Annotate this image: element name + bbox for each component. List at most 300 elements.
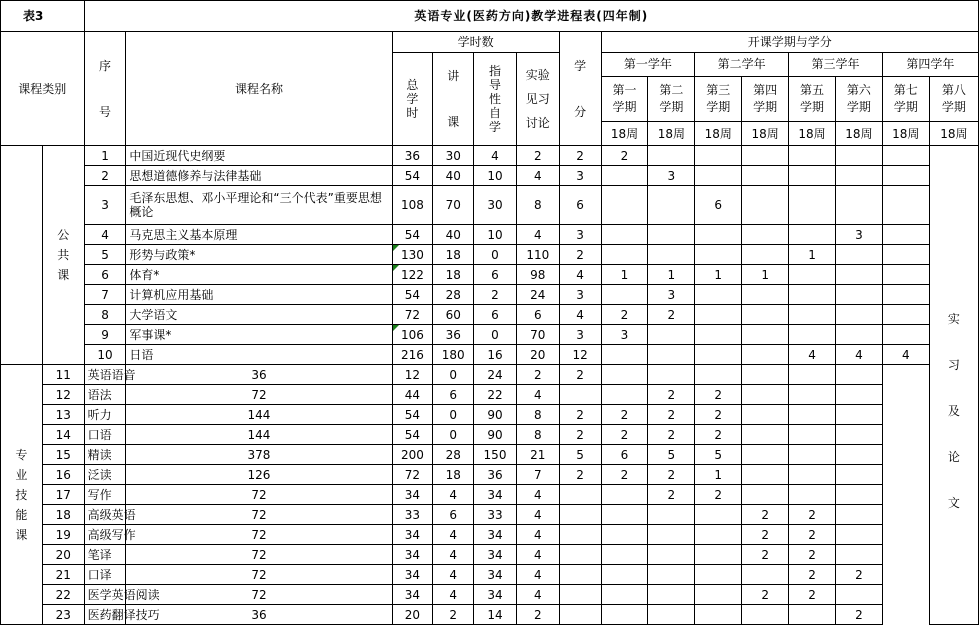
total-hours: 36 (126, 605, 392, 625)
row-number: 23 (42, 605, 84, 625)
weeks-term-7: 18周 (882, 122, 929, 146)
term-4-credit (742, 325, 789, 345)
table-row (1, 565, 979, 585)
row-number: 8 (84, 305, 126, 325)
term-4-credit: 2 (695, 425, 742, 445)
row-number: 12 (42, 385, 84, 405)
course-name: 中国近现代史纲要 (126, 146, 392, 166)
lecture-hours: 54 (392, 425, 433, 445)
term-7-credit (835, 465, 882, 485)
credit-value: 4 (516, 545, 559, 565)
term-1-header: 第一学期 (601, 76, 648, 121)
total-hours: 72 (126, 585, 392, 605)
term-3-header: 第三学期 (695, 76, 742, 121)
credit-value: 8 (516, 425, 559, 445)
year-1-header: 第一学年 (601, 53, 695, 77)
lecture-hours: 30 (433, 146, 474, 166)
credit-value: 4 (516, 565, 559, 585)
term-1-credit (601, 245, 648, 265)
table-row (1, 485, 979, 505)
credit-value: 3 (559, 225, 601, 245)
term-6-credit: 2 (789, 525, 836, 545)
total-hours: 72 (126, 565, 392, 585)
credit-value: 3 (559, 285, 601, 305)
term-5-credit (742, 485, 789, 505)
term-4-credit (695, 565, 742, 585)
term-5-credit (742, 385, 789, 405)
course-name: 口译 (84, 565, 126, 585)
term-5-credit: 1 (789, 245, 836, 265)
weeks-term-4: 18周 (742, 122, 789, 146)
table-row (1, 525, 979, 545)
table-row (1, 345, 979, 365)
term-2-credit (601, 545, 648, 565)
guided-hours: 0 (433, 405, 474, 425)
term-1-credit (559, 505, 601, 525)
term-7-credit (882, 225, 929, 245)
lecture-header: 讲课 (433, 53, 474, 146)
guided-hours: 4 (433, 565, 474, 585)
table-row (1, 505, 979, 525)
credit-value: 2 (559, 245, 601, 265)
lab-hours: 20 (516, 345, 559, 365)
course-name: 写作 (84, 485, 126, 505)
total-hours: 378 (126, 445, 392, 465)
term-3-credit (648, 585, 695, 605)
course-name: 体育* (126, 265, 392, 285)
row-number: 17 (42, 485, 84, 505)
term-4-credit (742, 245, 789, 265)
term-2-credit: 6 (601, 445, 648, 465)
term-2-credit: 2 (601, 425, 648, 445)
table-row (1, 245, 979, 265)
term-2-credit: 2 (601, 465, 648, 485)
term-5-credit (742, 405, 789, 425)
lab-hours: 34 (474, 585, 517, 605)
table-row (1, 146, 979, 166)
term-4-credit: 2 (695, 405, 742, 425)
weeks-term-5: 18周 (789, 122, 836, 146)
term-1-credit: 2 (559, 365, 601, 385)
course-name: 医药翻译技巧 (84, 605, 126, 625)
lab-hours: 6 (516, 305, 559, 325)
course-name: 泛读 (84, 465, 126, 485)
term-3-credit (648, 605, 695, 625)
term-2-credit (601, 485, 648, 505)
lab-hours: 2 (516, 146, 559, 166)
row-number: 11 (42, 365, 84, 385)
term-5-credit (742, 565, 789, 585)
term-2-credit (648, 245, 695, 265)
term-3-credit: 2 (648, 465, 695, 485)
term-2-credit: 3 (648, 285, 695, 305)
credit-value: 7 (516, 465, 559, 485)
term-3-credit: 2 (648, 385, 695, 405)
term-1-credit (559, 565, 601, 585)
total-hours: 72 (126, 545, 392, 565)
lab-hours: 150 (474, 445, 517, 465)
term-2-header: 第二学期 (648, 76, 695, 121)
table-row (1, 166, 979, 186)
total-hours: 72 (392, 305, 433, 325)
row-number: 13 (42, 405, 84, 425)
guided-hours: 2 (474, 285, 517, 305)
total-hours: 72 (126, 485, 392, 505)
lecture-hours: 180 (433, 345, 474, 365)
row-number: 18 (42, 505, 84, 525)
table-row (1, 285, 979, 305)
term-1-credit (601, 166, 648, 186)
term-5-header: 第五学期 (789, 76, 836, 121)
course-name: 高级英语 (84, 505, 126, 525)
term-2-credit (601, 365, 648, 385)
credit-value: 4 (516, 585, 559, 605)
term-6-credit (835, 166, 882, 186)
table-number: 表3 (1, 1, 85, 32)
lecture-hours: 12 (392, 365, 433, 385)
credit-value: 4 (516, 485, 559, 505)
guided-hours: 10 (474, 225, 517, 245)
row-number: 20 (42, 545, 84, 565)
table-row (1, 545, 979, 565)
course-name: 口语 (84, 425, 126, 445)
term-2-credit (648, 325, 695, 345)
term-1-credit: 2 (601, 146, 648, 166)
lab-hours: 34 (474, 525, 517, 545)
term-3-credit (648, 525, 695, 545)
course-name: 高级写作 (84, 525, 126, 545)
term-3-credit (695, 225, 742, 245)
term-7-credit (835, 405, 882, 425)
credit-value: 3 (559, 166, 601, 186)
term-3-credit: 2 (648, 485, 695, 505)
term-1-credit: 2 (559, 405, 601, 425)
term-5-credit: 2 (742, 505, 789, 525)
lecture-hours: 36 (433, 325, 474, 345)
lecture-hours: 70 (433, 186, 474, 225)
guided-hours: 4 (433, 545, 474, 565)
weeks-term-6: 18周 (835, 122, 882, 146)
lab-hours: 33 (474, 505, 517, 525)
term-3-credit (695, 146, 742, 166)
weeks-term-8: 18周 (929, 122, 978, 146)
term-7-credit (835, 485, 882, 505)
lab-hours: 4 (516, 225, 559, 245)
category-header: 课程类别 (1, 32, 85, 146)
row-number: 6 (84, 265, 126, 285)
term-5-credit (742, 425, 789, 445)
term-2-credit: 1 (648, 265, 695, 285)
term-4-credit (695, 365, 742, 385)
guided-hours: 10 (474, 166, 517, 186)
term-6-header: 第六学期 (835, 76, 882, 121)
credit-value: 6 (559, 186, 601, 225)
term-3-credit (695, 305, 742, 325)
lab-hours: 4 (516, 166, 559, 186)
term-6-credit (789, 385, 836, 405)
term-5-credit (789, 186, 836, 225)
term-6-credit: 3 (835, 225, 882, 245)
credit-value: 4 (559, 305, 601, 325)
total-hours: 72 (126, 505, 392, 525)
term-3-credit (695, 245, 742, 265)
term-7-credit (835, 425, 882, 445)
term-4-credit (742, 186, 789, 225)
term-4-credit: 5 (695, 445, 742, 465)
term-2-credit (601, 585, 648, 605)
total-hours: 122 (392, 265, 433, 285)
term-1-credit: 2 (559, 425, 601, 445)
term-2-credit (648, 225, 695, 245)
term-5-credit (789, 325, 836, 345)
term-3-credit (695, 285, 742, 305)
term-6-credit: 2 (789, 585, 836, 605)
term-3-credit (648, 505, 695, 525)
schedule-group-header: 开课学期与学分 (601, 32, 978, 53)
lab-hours: 34 (474, 565, 517, 585)
guided-hours: 6 (474, 305, 517, 325)
lab-hours: 34 (474, 485, 517, 505)
term-2-credit: 3 (648, 166, 695, 186)
seq-header: 序号 (84, 32, 126, 146)
term-4-credit: 2 (695, 385, 742, 405)
lecture-hours: 72 (392, 465, 433, 485)
term-6-credit (789, 405, 836, 425)
term-1-credit: 5 (559, 445, 601, 465)
term-2-credit: 2 (648, 305, 695, 325)
term-7-credit (835, 545, 882, 565)
credit-value: 12 (559, 345, 601, 365)
term-1-credit (559, 525, 601, 545)
lecture-hours: 20 (392, 605, 433, 625)
term-5-credit (789, 225, 836, 245)
total-hours: 54 (392, 285, 433, 305)
term-3-credit (695, 166, 742, 186)
lab-hours: 14 (474, 605, 517, 625)
lecture-hours: 200 (392, 445, 433, 465)
category-public-label: 公共课 (57, 228, 70, 282)
term-7-credit (882, 305, 929, 325)
term-7-credit (882, 285, 929, 305)
category-indent (1, 146, 43, 365)
table-row (1, 365, 979, 385)
course-name: 思想道德修养与法律基础 (126, 166, 392, 186)
term-5-credit: 2 (742, 585, 789, 605)
term-2-credit (601, 525, 648, 545)
table-row (1, 465, 979, 485)
term-7-credit: 2 (835, 565, 882, 585)
term-4-credit (742, 305, 789, 325)
term-6-credit (789, 425, 836, 445)
term-7-credit (882, 146, 929, 166)
term-5-credit (742, 445, 789, 465)
term-5-credit (789, 146, 836, 166)
term-1-credit (559, 385, 601, 405)
lab-hours: 70 (516, 325, 559, 345)
credit-value: 2 (516, 365, 559, 385)
lecture-hours: 28 (433, 285, 474, 305)
term-3-credit: 6 (695, 186, 742, 225)
term-1-credit (559, 605, 601, 625)
course-name: 形势与政策* (126, 245, 392, 265)
term-6-credit (835, 305, 882, 325)
table-row (1, 405, 979, 425)
term-7-credit (882, 166, 929, 186)
term-1-credit (601, 186, 648, 225)
total-hours-header: 总学时 (392, 53, 433, 146)
term-2-credit (648, 186, 695, 225)
term-1-credit (601, 285, 648, 305)
term-2-credit (601, 505, 648, 525)
table-row (1, 305, 979, 325)
lecture-hours: 34 (392, 545, 433, 565)
total-hours: 144 (126, 405, 392, 425)
term-6-credit (789, 445, 836, 465)
term-7-credit (835, 365, 882, 385)
lecture-hours: 18 (433, 265, 474, 285)
term-6-credit (835, 186, 882, 225)
practice-note-label: 实习及论文 (947, 312, 960, 510)
term-7-header: 第七学期 (882, 76, 929, 121)
term-2-credit: 2 (601, 405, 648, 425)
guided-hours: 6 (433, 505, 474, 525)
credit-value: 2 (559, 146, 601, 166)
term-4-credit (742, 285, 789, 305)
total-hours: 108 (392, 186, 433, 225)
term-7-credit (882, 245, 929, 265)
term-1-credit: 2 (601, 305, 648, 325)
term-4-credit (695, 505, 742, 525)
term-4-credit (742, 345, 789, 365)
lab-hours: 24 (516, 285, 559, 305)
guided-hours: 6 (474, 265, 517, 285)
lab-hours: 90 (474, 405, 517, 425)
term-4-credit: 1 (742, 265, 789, 285)
total-hours: 106 (392, 325, 433, 345)
lab-hours: 22 (474, 385, 517, 405)
course-name: 听力 (84, 405, 126, 425)
credit-value: 4 (516, 525, 559, 545)
lecture-hours: 54 (392, 405, 433, 425)
course-name: 英语语音 (84, 365, 126, 385)
lab-hours: 98 (516, 265, 559, 285)
guided-hours: 16 (474, 345, 517, 365)
row-number: 19 (42, 525, 84, 545)
row-number: 4 (84, 225, 126, 245)
row-number: 15 (42, 445, 84, 465)
course-name: 计算机应用基础 (126, 285, 392, 305)
total-hours: 144 (126, 425, 392, 445)
course-name: 毛泽东思想、邓小平理论和“三个代表”重要思想概论 (126, 186, 392, 225)
term-7-credit (882, 186, 929, 225)
guided-hours: 0 (433, 425, 474, 445)
term-2-credit (648, 345, 695, 365)
table-row (1, 585, 979, 605)
term-5-credit (742, 605, 789, 625)
term-3-credit (648, 365, 695, 385)
lab-hours: 110 (516, 245, 559, 265)
row-number: 2 (84, 166, 126, 186)
lecture-hours: 18 (433, 245, 474, 265)
lab-hours: 24 (474, 365, 517, 385)
term-3-credit (695, 345, 742, 365)
weeks-term-2: 18周 (648, 122, 695, 146)
credit-value: 3 (559, 325, 601, 345)
term-1-credit: 2 (559, 465, 601, 485)
row-number: 9 (84, 325, 126, 345)
lab-hours: 90 (474, 425, 517, 445)
term-3-credit: 5 (648, 445, 695, 465)
table-row (1, 605, 979, 625)
total-hours: 126 (126, 465, 392, 485)
guided-hours: 0 (474, 245, 517, 265)
guided-hours: 4 (433, 525, 474, 545)
term-6-credit (835, 265, 882, 285)
guided-hours: 0 (474, 325, 517, 345)
table-row (1, 425, 979, 445)
term-4-credit: 1 (695, 465, 742, 485)
row-number: 22 (42, 585, 84, 605)
term-6-credit (835, 325, 882, 345)
course-name: 精读 (84, 445, 126, 465)
term-5-credit (742, 465, 789, 485)
term-3-credit (695, 325, 742, 345)
term-5-credit (789, 285, 836, 305)
total-hours: 36 (126, 365, 392, 385)
course-name: 军事课* (126, 325, 392, 345)
guided-study-header: 指导性自学 (474, 53, 517, 146)
term-7-credit (835, 445, 882, 465)
term-5-credit: 2 (742, 545, 789, 565)
row-number: 14 (42, 425, 84, 445)
row-number: 10 (84, 345, 126, 365)
term-6-credit (835, 245, 882, 265)
category-professional (1, 365, 43, 625)
term-1-credit: 3 (601, 325, 648, 345)
guided-hours: 4 (433, 585, 474, 605)
course-name: 大学语文 (126, 305, 392, 325)
term-4-credit (695, 525, 742, 545)
credit-value: 21 (516, 445, 559, 465)
total-hours: 54 (392, 225, 433, 245)
term-2-credit (601, 565, 648, 585)
term-6-credit: 2 (789, 545, 836, 565)
course-name: 日语 (126, 345, 392, 365)
year-3-header: 第三学年 (789, 53, 883, 77)
lecture-hours: 40 (433, 225, 474, 245)
lecture-hours: 34 (392, 585, 433, 605)
term-1-credit (601, 345, 648, 365)
term-4-credit (695, 545, 742, 565)
term-6-credit (835, 285, 882, 305)
term-5-credit (789, 166, 836, 186)
category-professional-label: 专业技能课 (15, 447, 28, 542)
lecture-hours: 33 (392, 505, 433, 525)
total-hours: 72 (126, 525, 392, 545)
term-1-credit (601, 225, 648, 245)
term-3-credit: 2 (648, 425, 695, 445)
row-number: 16 (42, 465, 84, 485)
row-number: 21 (42, 565, 84, 585)
credit-value: 4 (559, 265, 601, 285)
term-2-credit (601, 605, 648, 625)
year-4-header: 第四学年 (882, 53, 978, 77)
weeks-term-3: 18周 (695, 122, 742, 146)
credit-header: 学分 (559, 32, 601, 146)
weeks-term-1: 18周 (601, 122, 648, 146)
term-6-credit (789, 605, 836, 625)
category-public (42, 146, 84, 365)
